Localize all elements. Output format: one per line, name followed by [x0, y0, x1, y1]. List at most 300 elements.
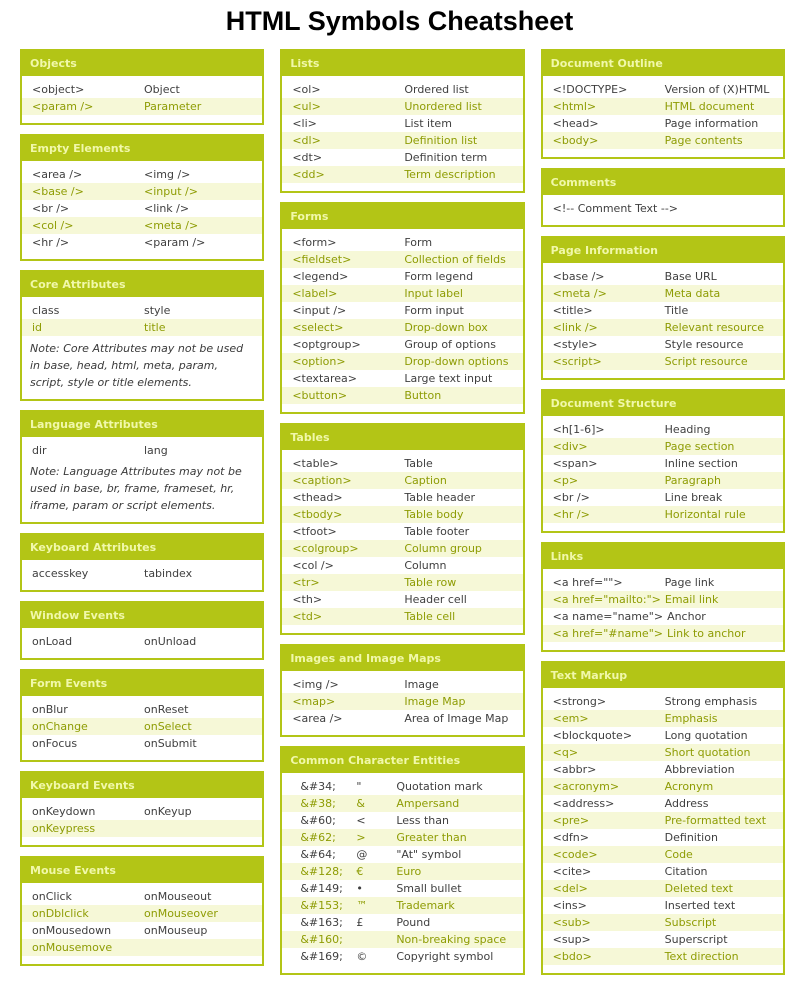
- desc-cell: <input />: [144, 185, 198, 198]
- desc-cell: Page information: [664, 117, 759, 130]
- desc-cell: Table cell: [404, 610, 456, 623]
- entity-symbol-cell: £: [356, 916, 364, 929]
- section-body: [22, 161, 262, 259]
- table-row: [282, 132, 522, 149]
- desc-cell: Strong emphasis: [664, 695, 758, 708]
- desc-cell: onMouseup: [144, 924, 208, 937]
- section-body: [282, 76, 522, 191]
- table-row: [22, 820, 262, 837]
- table-row: [282, 710, 522, 727]
- entity-code-cell: &#128;: [300, 865, 343, 878]
- table-row: [543, 710, 783, 727]
- section-tables: [280, 423, 524, 635]
- section-body: [22, 798, 262, 845]
- tag-cell: <base />: [32, 185, 84, 198]
- section-header-title: Objects: [22, 51, 262, 76]
- desc-cell: Large text input: [404, 372, 493, 385]
- tag-cell: <address>: [552, 797, 615, 810]
- entity-row: [282, 812, 522, 829]
- entity-symbol-cell: •: [356, 882, 363, 895]
- table-row: [282, 574, 522, 591]
- table-row: [282, 506, 522, 523]
- tag-cell: <button>: [292, 389, 348, 402]
- tag-cell: <legend>: [292, 270, 349, 283]
- tag-cell: <strong>: [552, 695, 607, 708]
- table-row: [543, 268, 783, 285]
- tag-cell: <title>: [552, 304, 593, 317]
- desc-cell: onUnload: [144, 635, 197, 648]
- section-header-title: Empty Elements: [22, 136, 262, 161]
- table-row: [282, 489, 522, 506]
- entity-symbol-cell: ™: [356, 899, 368, 912]
- table-row: [282, 302, 522, 319]
- tag-cell: <tfoot>: [292, 525, 337, 538]
- desc-cell: Address: [664, 797, 709, 810]
- column-2: [280, 49, 524, 975]
- desc-cell: Citation: [664, 865, 708, 878]
- entity-desc-cell: Pound: [396, 916, 431, 929]
- section-header-title: Forms: [282, 204, 522, 229]
- table-row: [543, 200, 783, 217]
- desc-cell: Subscript: [664, 916, 717, 929]
- desc-cell: Abbreviation: [664, 763, 735, 776]
- desc-cell: Form: [404, 236, 433, 249]
- section-lists: [280, 49, 524, 193]
- section-mouse-events: [20, 856, 264, 966]
- desc-cell: Title: [664, 304, 689, 317]
- entity-desc-cell: Euro: [396, 865, 422, 878]
- entity-desc-cell: Copyright symbol: [396, 950, 494, 963]
- desc-cell: Unordered list: [404, 100, 482, 113]
- desc-cell: Table header: [404, 491, 476, 504]
- section-header-title: Images and Image Maps: [282, 646, 522, 671]
- entity-row: [282, 914, 522, 931]
- tag-cell: <del>: [552, 882, 588, 895]
- tag-cell: onKeydown: [32, 805, 96, 818]
- entity-row: [282, 931, 522, 948]
- table-row: [22, 565, 262, 582]
- section-header-title: Keyboard Attributes: [22, 535, 262, 560]
- tag-cell: <blockquote>: [552, 729, 633, 742]
- section-forms: [280, 202, 524, 414]
- section-document-structure: [541, 389, 785, 533]
- section-header-title: Lists: [282, 51, 522, 76]
- table-row: [543, 897, 783, 914]
- table-row: [543, 812, 783, 829]
- tag-cell: <ol>: [292, 83, 321, 96]
- tag-cell: <em>: [552, 712, 589, 725]
- section-body: [282, 450, 522, 633]
- table-row: [543, 778, 783, 795]
- tag-cell: <dl>: [292, 134, 321, 147]
- table-row: [543, 761, 783, 778]
- entity-code-cell: &#64;: [300, 848, 336, 861]
- tag-cell: onMousemove: [32, 941, 113, 954]
- section-header-title: Core Attributes: [22, 272, 262, 297]
- tag-cell: onBlur: [32, 703, 68, 716]
- desc-cell: Column group: [404, 542, 482, 555]
- tag-cell: <hr />: [32, 236, 70, 249]
- desc-cell: onMouseout: [144, 890, 212, 903]
- desc-cell: onMouseover: [144, 907, 218, 920]
- tag-cell: <form>: [292, 236, 337, 249]
- table-row: [543, 81, 783, 98]
- tag-cell: <a name="name">: [552, 610, 664, 623]
- tag-cell: <ins>: [552, 899, 587, 912]
- table-row: [282, 472, 522, 489]
- columns-container: [0, 49, 799, 975]
- tag-cell: class: [32, 304, 60, 317]
- entity-code-cell: &#62;: [300, 831, 336, 844]
- tag-cell: <input />: [292, 304, 347, 317]
- tag-cell: <br />: [552, 491, 590, 504]
- table-row: [282, 353, 522, 370]
- tag-cell: <code>: [552, 848, 598, 861]
- desc-cell: Inline section: [664, 457, 738, 470]
- table-row: [22, 98, 262, 115]
- section-header-title: Links: [543, 544, 783, 569]
- table-row: [543, 591, 783, 608]
- tag-cell: <option>: [292, 355, 346, 368]
- desc-cell: Anchor: [667, 610, 706, 623]
- desc-cell: Drop-down options: [404, 355, 509, 368]
- table-row: [543, 931, 783, 948]
- entity-row: [282, 948, 522, 965]
- table-row: [282, 166, 522, 183]
- section-body: [543, 76, 783, 157]
- table-row: [543, 319, 783, 336]
- tag-cell: onClick: [32, 890, 72, 903]
- tag-cell: <a href="#name">: [552, 627, 663, 640]
- table-row: [282, 523, 522, 540]
- desc-cell: Caption: [404, 474, 447, 487]
- desc-cell: tabindex: [144, 567, 193, 580]
- column-3: [541, 49, 785, 975]
- table-row: [282, 608, 522, 625]
- table-row: [543, 795, 783, 812]
- entity-code-cell: &#38;: [300, 797, 336, 810]
- tag-cell: <tr>: [292, 576, 320, 589]
- desc-cell: Table: [404, 457, 433, 470]
- table-row: [22, 183, 262, 200]
- table-row: [22, 234, 262, 251]
- section-common-character-entities: [280, 746, 524, 975]
- desc-cell: Superscript: [664, 933, 728, 946]
- section-language-attributes: [20, 410, 264, 524]
- table-row: [543, 625, 783, 642]
- tag-cell: <a href="">: [552, 576, 623, 589]
- table-row: [282, 285, 522, 302]
- tag-cell: <area />: [32, 168, 83, 181]
- table-row: [22, 200, 262, 217]
- tag-cell: <html>: [552, 100, 597, 113]
- table-row: [22, 633, 262, 650]
- tag-cell: <acronym>: [552, 780, 620, 793]
- entity-row: [282, 846, 522, 863]
- table-row: [22, 319, 262, 336]
- table-row: [22, 735, 262, 752]
- section-body: [543, 569, 783, 650]
- tag-cell: <head>: [552, 117, 599, 130]
- tag-cell: <q>: [552, 746, 579, 759]
- table-row: [282, 268, 522, 285]
- desc-cell: Table footer: [404, 525, 470, 538]
- desc-cell: Heading: [664, 423, 711, 436]
- desc-cell: Long quotation: [664, 729, 748, 742]
- entity-desc-cell: Less than: [396, 814, 449, 827]
- tag-cell: <dfn>: [552, 831, 589, 844]
- desc-cell: Code: [664, 848, 693, 861]
- table-row: [543, 472, 783, 489]
- section-header-title: Page Information: [543, 238, 783, 263]
- tag-cell: <th>: [292, 593, 323, 606]
- entity-desc-cell: Ampersand: [396, 797, 460, 810]
- desc-cell: Group of options: [404, 338, 496, 351]
- section-header-title: Keyboard Events: [22, 773, 262, 798]
- tag-cell: <table>: [292, 457, 339, 470]
- table-row: [543, 421, 783, 438]
- tag-cell: <sub>: [552, 916, 591, 929]
- desc-cell: Acronym: [664, 780, 714, 793]
- table-row: [22, 81, 262, 98]
- desc-cell: List item: [404, 117, 452, 130]
- code-cell: <!-- Comment Text -->: [552, 202, 679, 215]
- table-row: [282, 387, 522, 404]
- table-row: [22, 905, 262, 922]
- tag-cell: <!DOCTYPE>: [552, 83, 628, 96]
- table-row: [282, 557, 522, 574]
- tag-cell: <tbody>: [292, 508, 343, 521]
- desc-cell: Term description: [404, 168, 496, 181]
- desc-cell: Form input: [404, 304, 464, 317]
- tag-cell: onFocus: [32, 737, 78, 750]
- section-body: [282, 773, 522, 973]
- table-row: [22, 166, 262, 183]
- entity-code-cell: &#60;: [300, 814, 336, 827]
- desc-cell: Base URL: [664, 270, 717, 283]
- desc-cell: Short quotation: [664, 746, 751, 759]
- section-body: [22, 297, 262, 399]
- desc-cell: Line break: [664, 491, 723, 504]
- desc-cell: Image Map: [404, 695, 466, 708]
- desc-cell: onSelect: [144, 720, 192, 733]
- entity-row: [282, 829, 522, 846]
- table-row: [543, 744, 783, 761]
- table-row: [543, 438, 783, 455]
- desc-cell: HTML document: [664, 100, 755, 113]
- desc-cell: Page section: [664, 440, 735, 453]
- section-header-title: Document Outline: [543, 51, 783, 76]
- desc-cell: Link to anchor: [666, 627, 746, 640]
- tag-cell: <h[1-6]>: [552, 423, 605, 436]
- desc-cell: Meta data: [664, 287, 721, 300]
- desc-cell: Definition: [664, 831, 718, 844]
- desc-cell: Page link: [664, 576, 715, 589]
- section-text-markup: [541, 661, 785, 975]
- section-body: [282, 671, 522, 735]
- desc-cell: onKeyup: [144, 805, 192, 818]
- section-note: Note: Language Attributes may not be used in base, br, frame, frameset, hr, iframe, param or script elements.: [30, 465, 242, 512]
- section-header-title: Document Structure: [543, 391, 783, 416]
- tag-cell: accesskey: [32, 567, 89, 580]
- tag-cell: id: [32, 321, 43, 334]
- entity-symbol-cell: <: [356, 814, 366, 827]
- tag-cell: <optgroup>: [292, 338, 361, 351]
- table-row: [543, 132, 783, 149]
- tag-cell: onLoad: [32, 635, 73, 648]
- desc-cell: Style resource: [664, 338, 744, 351]
- section-body: [22, 76, 262, 123]
- desc-cell: <param />: [144, 236, 206, 249]
- table-row: [22, 939, 262, 956]
- section-header-title: Mouse Events: [22, 858, 262, 883]
- desc-cell: Form legend: [404, 270, 474, 283]
- tag-cell: <fieldset>: [292, 253, 352, 266]
- table-row: [282, 149, 522, 166]
- desc-cell: Pre-formatted text: [664, 814, 767, 827]
- tag-cell: <map>: [292, 695, 336, 708]
- table-row: [22, 701, 262, 718]
- tag-cell: <ul>: [292, 100, 321, 113]
- section-note: Note: Core Attributes may not be used in base, head, html, meta, param, script, style or title elements.: [30, 342, 244, 389]
- section-body: [22, 696, 262, 760]
- tag-cell: <area />: [292, 712, 343, 725]
- entity-desc-cell: Quotation mark: [396, 780, 483, 793]
- tag-cell: <li>: [292, 117, 317, 130]
- section-header-title: Common Character Entities: [282, 748, 522, 773]
- table-row: [282, 370, 522, 387]
- desc-cell: Table body: [404, 508, 464, 521]
- table-row: [282, 234, 522, 251]
- table-row: [282, 251, 522, 268]
- desc-cell: Text direction: [664, 950, 739, 963]
- section-body: [22, 628, 262, 658]
- tag-cell: <pre>: [552, 814, 590, 827]
- section-form-events: [20, 669, 264, 762]
- tag-cell: <object>: [32, 83, 85, 96]
- desc-cell: <link />: [144, 202, 190, 215]
- tag-cell: <cite>: [552, 865, 592, 878]
- desc-cell: Drop-down box: [404, 321, 488, 334]
- entity-code-cell: &#160;: [300, 933, 343, 946]
- table-row: [282, 693, 522, 710]
- entity-symbol-cell: @: [356, 848, 368, 861]
- table-row: [22, 803, 262, 820]
- entity-code-cell: &#163;: [300, 916, 343, 929]
- desc-cell: Ordered list: [404, 83, 469, 96]
- tag-cell: <span>: [552, 457, 598, 470]
- desc-cell: style: [144, 304, 171, 317]
- page-title: HTML Symbols Cheatsheet: [225, 6, 574, 36]
- tag-cell: <div>: [552, 440, 588, 453]
- section-window-events: [20, 601, 264, 660]
- desc-cell: onReset: [144, 703, 189, 716]
- desc-cell: Header cell: [404, 593, 467, 606]
- tag-cell: <td>: [292, 610, 323, 623]
- section-header-title: Language Attributes: [22, 412, 262, 437]
- entity-code-cell: &#169;: [300, 950, 343, 963]
- table-row: [282, 336, 522, 353]
- section-header-title: Text Markup: [543, 663, 783, 688]
- desc-cell: Page contents: [664, 134, 743, 147]
- tag-cell: <caption>: [292, 474, 352, 487]
- desc-cell: title: [144, 321, 166, 334]
- tag-cell: onKeypress: [32, 822, 96, 835]
- desc-cell: Object: [144, 83, 180, 96]
- table-row: [282, 81, 522, 98]
- tag-cell: <dd>: [292, 168, 325, 181]
- entity-symbol-cell: ": [356, 780, 362, 793]
- section-core-attributes: [20, 270, 264, 401]
- section-links: [541, 542, 785, 652]
- tag-cell: <bdo>: [552, 950, 592, 963]
- tag-cell: onMousedown: [32, 924, 112, 937]
- section-body: [282, 229, 522, 412]
- desc-cell: Email link: [664, 593, 719, 606]
- tag-cell: <style>: [552, 338, 598, 351]
- desc-cell: onSubmit: [144, 737, 197, 750]
- desc-cell: Area of Image Map: [404, 712, 509, 725]
- entity-row: [282, 863, 522, 880]
- desc-cell: Parameter: [144, 100, 202, 113]
- section-empty-elements: [20, 134, 264, 261]
- desc-cell: Input label: [404, 287, 463, 300]
- section-header-title: Form Events: [22, 671, 262, 696]
- table-row: [543, 302, 783, 319]
- desc-cell: Collection of fields: [404, 253, 506, 266]
- tag-cell: <colgroup>: [292, 542, 359, 555]
- desc-cell: Horizontal rule: [664, 508, 746, 521]
- table-row: [543, 914, 783, 931]
- entity-code-cell: &#153;: [300, 899, 343, 912]
- table-row: [543, 506, 783, 523]
- table-row: [543, 880, 783, 897]
- table-row: [22, 302, 262, 319]
- section-header-title: Tables: [282, 425, 522, 450]
- tag-cell: <img />: [292, 678, 339, 691]
- table-row: [543, 353, 783, 370]
- table-row: [22, 442, 262, 459]
- desc-cell: <img />: [144, 168, 191, 181]
- entity-desc-cell: Trademark: [396, 899, 455, 912]
- table-row: [543, 608, 783, 625]
- tag-cell: <select>: [292, 321, 344, 334]
- desc-cell: Definition list: [404, 134, 478, 147]
- desc-cell: Version of (X)HTML: [664, 83, 770, 96]
- section-body: [22, 883, 262, 964]
- table-row: [282, 540, 522, 557]
- tag-cell: <hr />: [552, 508, 590, 521]
- section-body: [22, 437, 262, 522]
- entity-symbol-cell: &: [356, 797, 365, 810]
- section-body: [543, 195, 783, 225]
- table-row: [543, 727, 783, 744]
- desc-cell: Script resource: [664, 355, 748, 368]
- table-row: [22, 922, 262, 939]
- tag-cell: <textarea>: [292, 372, 358, 385]
- desc-cell: Paragraph: [664, 474, 721, 487]
- entity-code-cell: &#149;: [300, 882, 343, 895]
- desc-cell: Column: [404, 559, 447, 572]
- tag-cell: <p>: [552, 474, 579, 487]
- table-row: [543, 489, 783, 506]
- table-row: [22, 888, 262, 905]
- table-row: [543, 115, 783, 132]
- table-row: [543, 948, 783, 965]
- table-row: [543, 846, 783, 863]
- tag-cell: <script>: [552, 355, 602, 368]
- entity-row: [282, 897, 522, 914]
